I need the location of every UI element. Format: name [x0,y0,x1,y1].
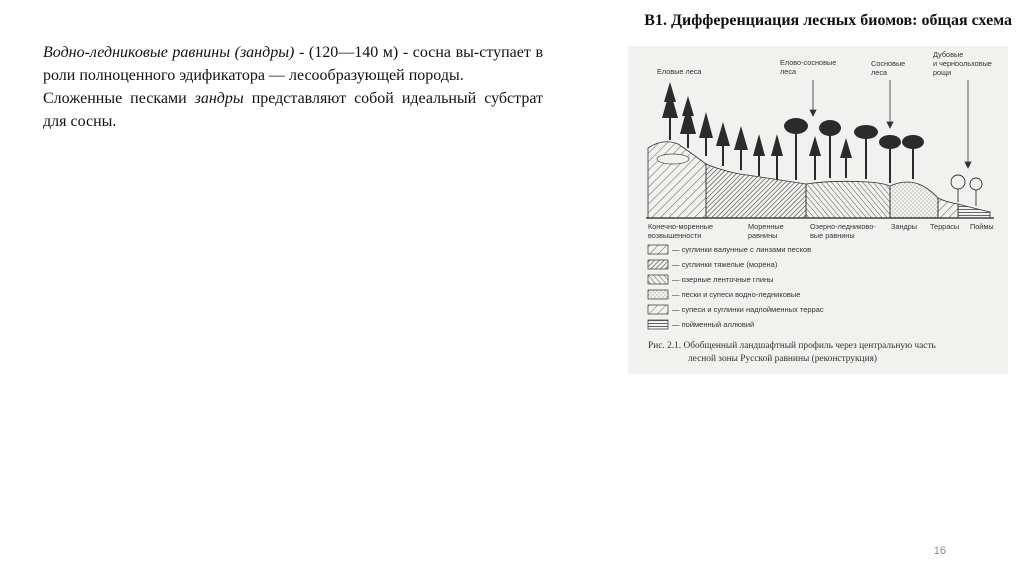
figure-caption-line-1: Рис. 2.1. Обобщенный ландшафтный профиль через центральную часть [648,341,936,351]
paragraph-sands [43,87,543,133]
label-lake-glacial-1: Озерно-ледниково- [810,222,876,231]
legend-item-5: — супеси и суглинки надпойменных террас [672,305,824,314]
label-floodplains: Поймы [970,222,994,231]
label-spruce: Еловые леса [657,67,702,76]
glacial-sand-layer [890,182,938,218]
label-oak-1: Дубовые [933,50,964,59]
label-pine-1: Сосновые [871,59,906,68]
label-moraine-hills-2: возвышенности [648,231,702,240]
label-oak-3: рощи [933,68,952,77]
label-oak-2: и черноольховые [933,59,992,68]
label-moraine-hills-1: Конечно-моренные [648,222,714,231]
label-moraine-plains-1: Моренные [748,222,784,231]
zandry-description: - (120—140 м) - сосна вы-ступает в роли полноценного эдификатора — лесообразующей породы. [43,44,544,84]
sands-text-end: представляют собой идеальный субстрат для сосны. [43,90,543,130]
terrace-layer [938,198,958,218]
label-lake-glacial-2: вые равнины [810,231,855,240]
spruce-pine-trees [784,118,852,180]
landscape-profile-figure [628,46,1008,374]
legend-item-1: — суглинки валунные с линзами песков [672,245,812,254]
label-pine-2: леса [871,68,888,77]
legend-swatches [648,245,668,329]
alluvium-layer [958,204,990,218]
zandry-term: Водно-ледниковые равнины (зандры) [43,44,295,61]
label-spruce-pine-1: Елово-сосновые [780,58,837,67]
label-spruce-pine-2: леса [780,67,797,76]
sands-text-start: Сложенные песками [43,90,195,107]
label-moraine-plains-2: равнины [748,231,778,240]
sand-lens [657,154,689,164]
oak-trees [951,175,982,206]
legend-item-4: — пески и супеси водно-ледниковые [672,290,801,299]
legend-item-2: — суглинки тяжелые (морена) [672,260,778,269]
legend-item-3: — озерные ленточные глины [672,275,774,284]
label-terraces: Террасы [930,222,960,231]
sands-term: зандры [194,90,244,107]
slide-number: 16 [933,545,946,557]
landscape-profile-svg [628,46,1008,374]
moraine-loam-layer [706,164,806,218]
figure-caption-line-2: лесной зоны Русской равнины (реконструкция) [688,354,878,364]
pine-trees [854,125,924,183]
slide-title: В1. Дифференциация лесных биомов: общая схема [644,12,1012,29]
label-zandry: Зандры [891,222,918,231]
ribbon-clay-layer [806,181,890,218]
body-text [43,41,543,133]
boulder-loam-layer [648,142,706,218]
legend-item-6: — пойменный аллювий [672,320,755,329]
paragraph-zandry [43,41,543,87]
